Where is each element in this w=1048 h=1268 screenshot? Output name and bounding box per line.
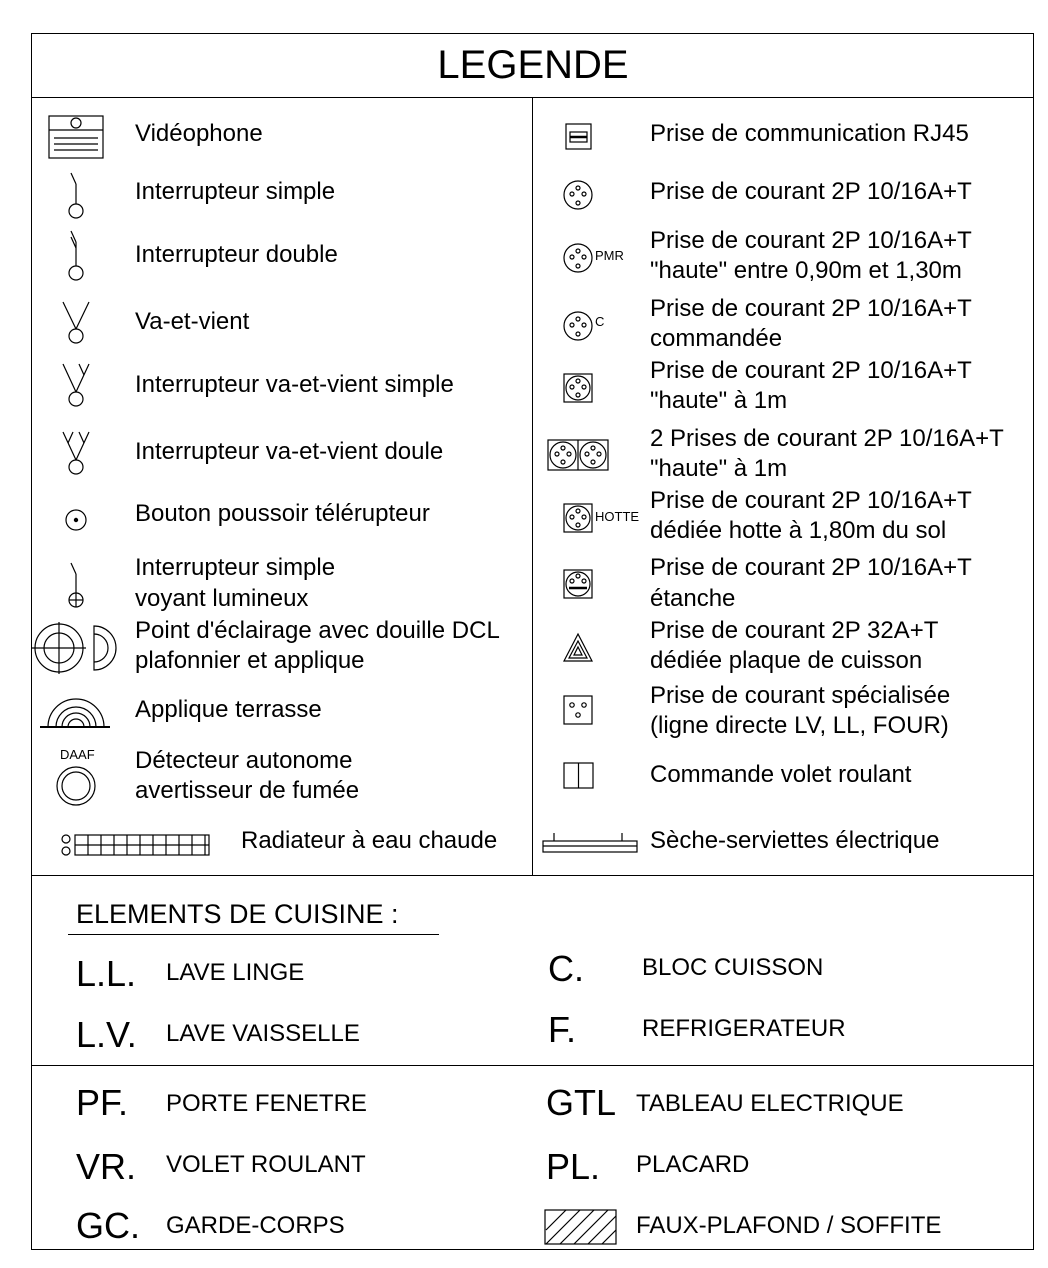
two-way-double-switch-icon	[58, 428, 94, 480]
abbr-c: C.	[548, 948, 584, 989]
label-two-way-switch: Va-et-vient	[135, 308, 250, 335]
label-faux-plafond: FAUX-PLAFOND / SOFFITE	[636, 1212, 942, 1239]
label-light-point-1: Point d'éclairage avec douille DCL	[135, 617, 500, 644]
double-socket-high-icon	[546, 438, 610, 472]
label-volet-roulant: VOLET ROULANT	[166, 1151, 366, 1178]
rj45-socket-icon	[564, 122, 594, 152]
label-push-button: Bouton poussoir télérupteur	[135, 500, 430, 527]
socket-32a-icon	[562, 632, 594, 664]
abbr-pl: PL.	[546, 1146, 601, 1187]
label-lave-linge: LAVE LINGE	[166, 959, 305, 986]
shutter-control-icon	[562, 760, 596, 792]
column-divider	[532, 97, 533, 875]
label-two-way-double-switch: Interrupteur va-et-vient doule	[135, 438, 444, 465]
socket-waterproof-icon	[562, 568, 594, 600]
socket-icon	[562, 179, 594, 211]
label-socket-high-2: "haute" à 1m	[650, 387, 788, 414]
symbols-divider	[31, 875, 1034, 876]
hatch-icon	[544, 1208, 618, 1246]
label-double-socket-1: 2 Prises de courant 2P 10/16A+T	[650, 425, 1004, 452]
abbr-ll: L.L.	[76, 953, 137, 994]
two-way-switch-icon	[58, 298, 94, 348]
double-switch-icon	[62, 228, 92, 284]
abbr-gtl: GTL	[546, 1082, 617, 1123]
label-socket-dedicated-1: Prise de courant spécialisée	[650, 682, 951, 709]
label-lave-vaisselle: LAVE VAISSELLE	[166, 1020, 360, 1047]
abbr-lv: L.V.	[76, 1014, 137, 1055]
label-double-switch: Interrupteur double	[135, 241, 338, 268]
label-socket-hood-1: Prise de courant 2P 10/16A+T	[650, 487, 972, 514]
label-light-point-2: plafonnier et applique	[135, 647, 365, 674]
label-lit-switch-2: voyant lumineux	[135, 585, 309, 612]
socket-pmr-icon	[562, 242, 594, 274]
socket-dedicated-icon	[562, 694, 594, 726]
videophone-icon	[44, 114, 108, 160]
abbr-vr: VR.	[76, 1146, 137, 1187]
socket-high-icon	[562, 372, 594, 404]
kitchen-heading: ELEMENTS DE CUISINE :	[76, 899, 399, 929]
kitchen-divider	[31, 1065, 1034, 1066]
label-socket-waterproof-2: étanche	[650, 585, 736, 612]
lit-switch-icon	[62, 560, 92, 612]
socket-commanded-icon	[562, 310, 594, 342]
towel-dryer-icon	[540, 830, 640, 856]
smoke-detector-icon	[54, 764, 100, 808]
push-button-icon	[64, 508, 88, 532]
label-smoke-detector-1: Détecteur autonome	[135, 747, 353, 774]
label-shutter-control: Commande volet roulant	[650, 761, 912, 788]
daaf-tag: DAAF	[60, 747, 95, 762]
label-socket-waterproof-1: Prise de courant 2P 10/16A+T	[650, 554, 972, 581]
commanded-tag: C	[595, 314, 605, 329]
label-smoke-detector-2: avertisseur de fumée	[135, 777, 360, 804]
label-socket-pmr-1: Prise de courant 2P 10/16A+T	[650, 227, 972, 254]
label-placard: PLACARD	[636, 1151, 750, 1178]
label-two-way-simple-switch: Interrupteur va-et-vient simple	[135, 371, 454, 398]
label-videophone: Vidéophone	[135, 120, 263, 147]
label-towel-dryer: Sèche-serviettes électrique	[650, 827, 940, 854]
label-bloc-cuisson: BLOC CUISSON	[642, 954, 824, 981]
label-socket-hood-2: dédiée hotte à 1,80m du sol	[650, 517, 947, 544]
simple-switch-icon	[62, 170, 92, 222]
label-socket: Prise de courant 2P 10/16A+T	[650, 178, 972, 205]
abbr-pf: PF.	[76, 1082, 129, 1123]
light-point-icon	[32, 622, 124, 674]
two-way-simple-switch-icon	[58, 360, 94, 412]
terrace-light-icon	[38, 694, 114, 730]
label-rj45: Prise de communication RJ45	[650, 120, 969, 147]
label-socket-commanded-2: commandée	[650, 325, 783, 352]
label-socket-high-1: Prise de courant 2P 10/16A+T	[650, 357, 972, 384]
label-radiator: Radiateur à eau chaude	[241, 827, 498, 854]
label-socket-dedicated-2: (ligne directe LV, LL, FOUR)	[650, 712, 949, 739]
label-socket-32a-2: dédiée plaque de cuisson	[650, 647, 923, 674]
kitchen-heading-underline	[68, 934, 439, 935]
label-lit-switch-1: Interrupteur simple	[135, 554, 336, 581]
label-simple-switch: Interrupteur simple	[135, 178, 336, 205]
socket-hood-icon	[562, 502, 594, 534]
label-double-socket-2: "haute" à 1m	[650, 455, 788, 482]
radiator-icon	[58, 832, 214, 858]
pmr-tag: PMR	[595, 248, 624, 263]
label-refrigerateur: REFRIGERATEUR	[642, 1015, 846, 1042]
label-garde-corps: GARDE-CORPS	[166, 1212, 345, 1239]
label-socket-32a-1: Prise de courant 2P 32A+T	[650, 617, 939, 644]
label-porte-fenetre: PORTE FENETRE	[166, 1090, 367, 1117]
hood-tag: HOTTE	[595, 509, 640, 524]
abbr-f: F.	[548, 1009, 577, 1050]
legend-title: LEGENDE	[437, 43, 629, 87]
label-socket-commanded-1: Prise de courant 2P 10/16A+T	[650, 295, 972, 322]
label-tableau-electrique: TABLEAU ELECTRIQUE	[636, 1090, 904, 1117]
label-socket-pmr-2: "haute" entre 0,90m et 1,30m	[650, 257, 962, 284]
label-terrace-light: Applique terrasse	[135, 696, 322, 723]
abbr-gc: GC.	[76, 1205, 141, 1246]
